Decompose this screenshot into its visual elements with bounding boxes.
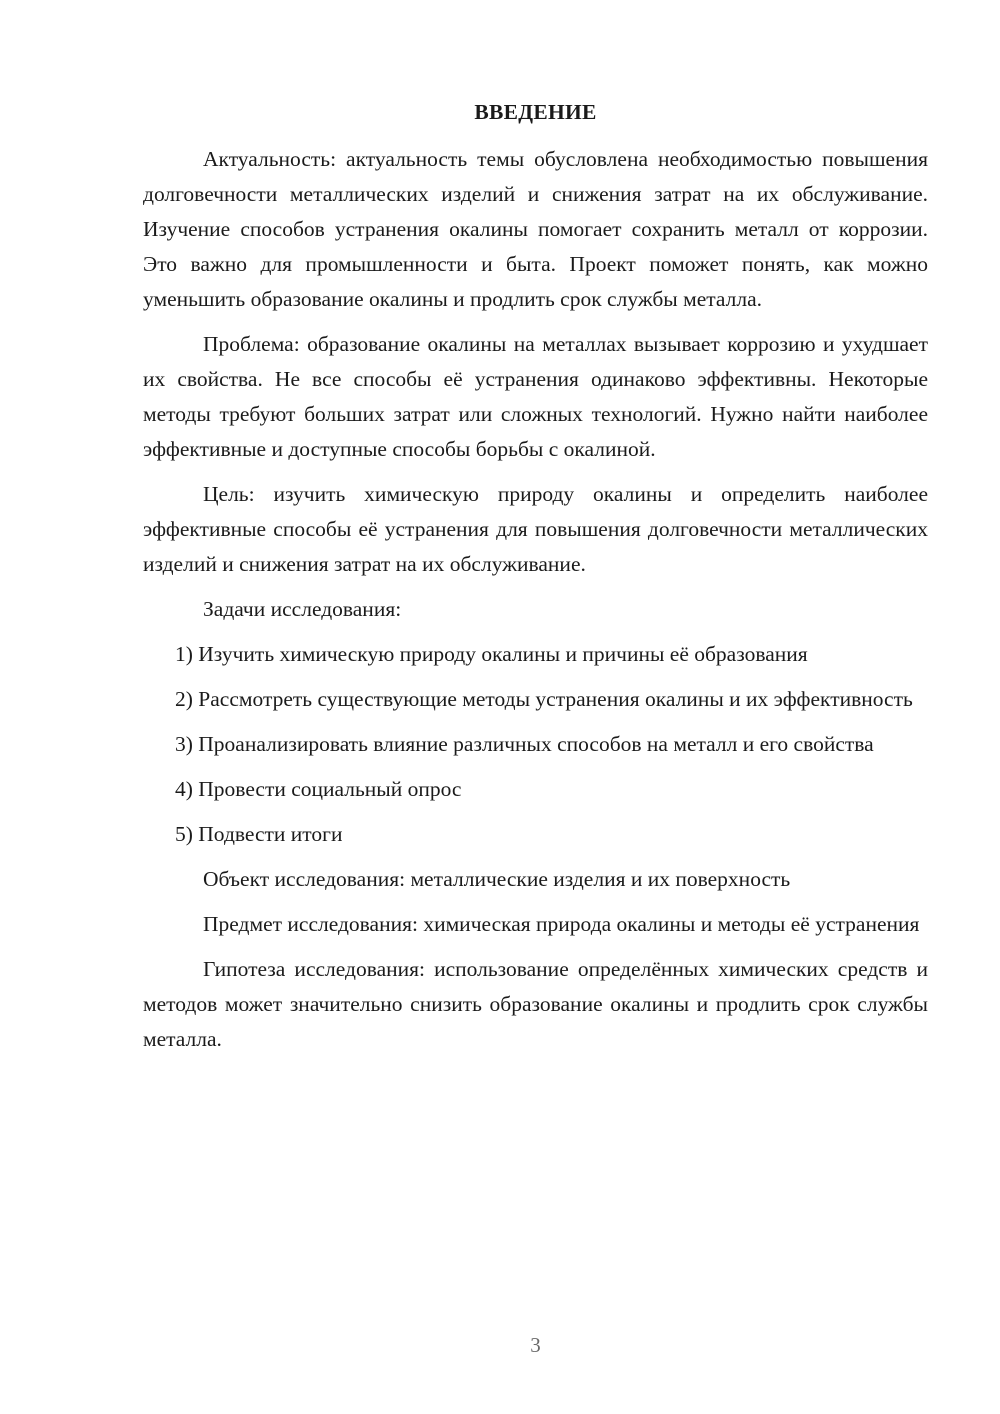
hypothesis-paragraph: Гипотеза исследования: использование определённых химических средств и методов может значительно снизить образование окалины и продлить срок службы металла. xyxy=(143,957,928,1051)
task-item-3: 3) Проанализировать влияние различных способов на металл и его свойства xyxy=(175,732,874,756)
page-title: ВВЕДЕНИЕ xyxy=(474,100,597,124)
task-item-5: 5) Подвести итоги xyxy=(175,822,343,846)
page-number: 3 xyxy=(530,1333,541,1357)
tasks-heading: Задачи исследования: xyxy=(203,597,402,621)
subject-paragraph: Предмет исследования: химическая природа окалины и методы её устранения xyxy=(203,912,920,936)
problem-paragraph: Проблема: образование окалины на металлах вызывает коррозию и ухудшает их свойства. Не все способы её устранения одинаково эффективны. Некоторые методы требуют больших затрат или сложных технологий. Нужно найти наиболее эффективные и доступные способы борьбы с окалиной. xyxy=(143,332,928,461)
relevance-paragraph: Актуальность: актуальность темы обусловлена необходимостью повышения долговечности металлических изделий и снижения затрат на их обслуживание. Изучение способов устранения окалины помогает сохранить металл от коррозии. Это важно для промышленности и быта. Проект поможет понять, как можно уменьшить образование окалины и продлить срок службы металла. xyxy=(143,147,928,311)
goal-paragraph: Цель: изучить химическую природу окалины и определить наиболее эффективные способы её устранения для повышения долговечности металлических изделий и снижения затрат на их обслуживание. xyxy=(143,482,928,576)
object-paragraph: Объект исследования: металлические изделия и их поверхность xyxy=(203,867,791,891)
task-item-1: 1) Изучить химическую природу окалины и причины её образования xyxy=(175,642,808,666)
task-item-2: 2) Рассмотреть существующие методы устранения окалины и их эффективность xyxy=(175,687,913,711)
task-item-4: 4) Провести социальный опрос xyxy=(175,777,462,801)
document-page xyxy=(143,95,928,1067)
